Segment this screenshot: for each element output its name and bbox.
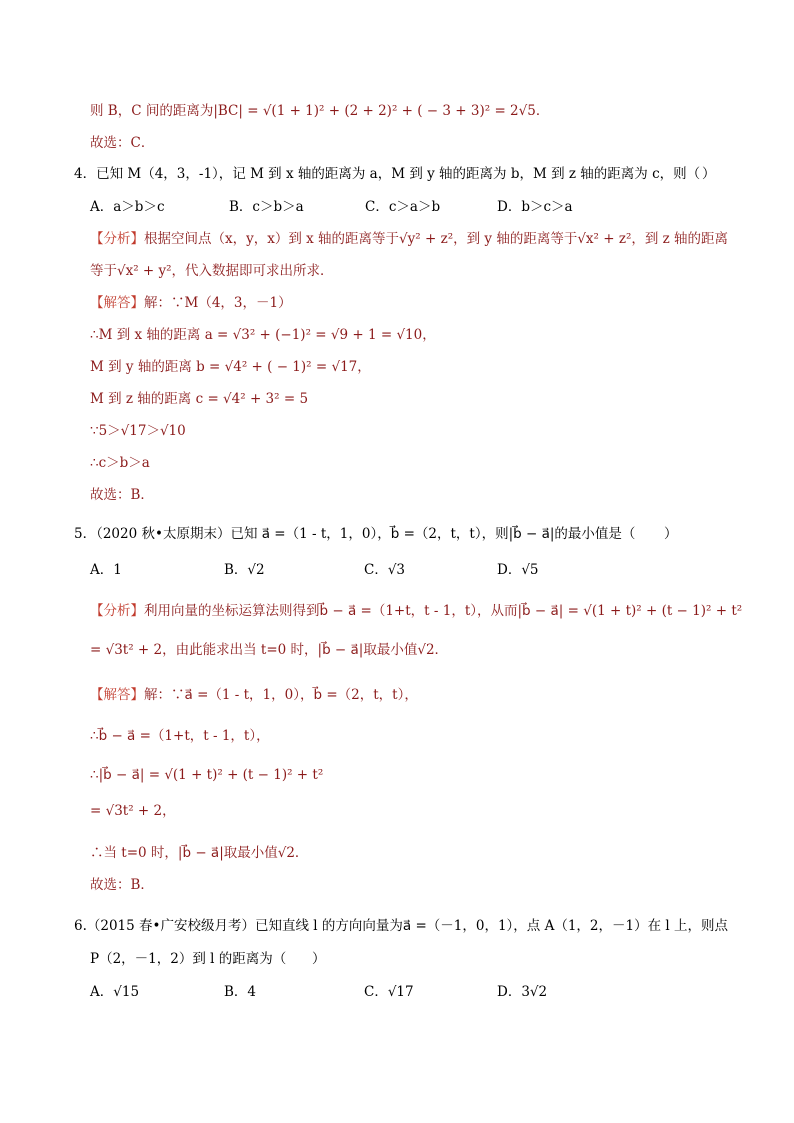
q5-analysis-tag: 【分析】 — [90, 603, 144, 619]
q4-paren-close: ） — [702, 166, 716, 182]
q4-option-d: D．b＞c＞a — [497, 199, 573, 215]
q5-option-d: D．√5 — [497, 562, 539, 578]
prev-answer-choice: 故选：C． — [90, 135, 155, 151]
q5-answer-tag: 【解答】 — [90, 687, 144, 703]
q4-option-a: A．a＞b＞c — [90, 199, 165, 215]
q6-option-d: D．3√2 — [497, 984, 548, 1000]
prev-answer-distance: 则 B，C 间的距离为|BC| = √(1 + 1)² + (2 + 2)² + ( − 3 + 3)² = 2√5． — [90, 103, 550, 119]
q4-answer-tag: 【解答】 — [90, 295, 144, 311]
q4-analysis-line1 — [90, 229, 728, 249]
q5-answer-intro-line — [90, 685, 418, 705]
q4-answer-intro: 解：∵M（4，3，－1） — [144, 295, 292, 311]
q4-step-4: ∵5＞√17＞√10 — [90, 423, 186, 439]
q4-analysis-line2: 等于√x² + y²，代入数据即可求出所求． — [90, 263, 334, 279]
q6-option-c: C．√17 — [364, 984, 414, 1000]
q6-paren-close: ） — [312, 951, 326, 967]
q6-option-b: B．4 — [224, 984, 257, 1000]
q4-stem: 4．已知 M（4，3，-1），记 M 到 x 轴的距离为 a，M 到 y 轴的距离为 b，M 到 z 轴的距离为 c，则（ — [74, 166, 701, 182]
q5-step-4: ∴当 t=0 时，|b⃗ − a⃗|取最小值√2． — [90, 845, 309, 861]
q4-step-3: M 到 z 轴的距离 c = √4² + 3² = 5 — [90, 391, 309, 407]
q5-option-a: A．1 — [90, 562, 122, 578]
q5-step-1: ∴b⃗ − a⃗ =（1+t，t - 1，t）， — [90, 728, 270, 744]
q6-stem-line2: P（2，－1，2）到 l 的距离为（ — [90, 951, 287, 967]
q4-option-b: B．c＞b＞a — [229, 199, 304, 215]
q5-option-c: C．√3 — [364, 562, 406, 578]
q5-analysis-text1: 利用向量的坐标运算法则得到b⃗ − a⃗ =（1+t，t - 1，t），从而|b⃗ − a⃗| = √(1 + t)² + (t − 1)² + t² — [144, 603, 743, 619]
q5-answer-intro: 解：∵a⃗ =（1 - t，1，0），b⃗ =（2，t，t）， — [144, 687, 418, 703]
q6-stem-line1: 6.（2015 春•广安校级月考）已知直线 l 的方向向量为a⃗ =（－1，0，1），点 A（1，2，－1）在 l 上，则点 — [74, 918, 728, 934]
q4-answer-intro-line — [90, 293, 292, 313]
q4-step-1: ∴M 到 x 轴的距离 a = √3² + (−1)² = √9 + 1 = √10， — [90, 327, 436, 343]
q4-analysis-tag: 【分析】 — [90, 231, 144, 247]
q6-option-a: A．√15 — [90, 984, 140, 1000]
q4-option-c: C．c＞a＞b — [365, 199, 441, 215]
q5-option-b: B．√2 — [224, 562, 265, 578]
q5-stem: 5．（2020 秋•太原期末）已知 a⃗ =（1 - t，1，0），b⃗ =（2，t，t），则|b⃗ − a⃗|的最小值是（ — [74, 526, 636, 542]
q4-step-2: M 到 y 轴的距离 b = √4² + ( − 1)² = √17， — [90, 359, 371, 375]
q5-step-2: ∴|b⃗ − a⃗| = √(1 + t)² + (t − 1)² + t² — [90, 767, 324, 783]
q4-analysis-text1: 根据空间点（x，y，x）到 x 轴的距离等于√y² + z²，到 y 轴的距离等于√x² + z²，到 z 轴的距离 — [144, 231, 729, 247]
q4-final-choice: 故选：B． — [90, 487, 154, 503]
q5-step-3: = √3t² + 2， — [90, 803, 176, 819]
q5-analysis-line2: = √3t² + 2，由此能求出当 t=0 时，|b⃗ − a⃗|取最小值√2． — [90, 642, 449, 658]
q5-analysis-line1 — [90, 601, 742, 621]
q5-final-choice: 故选：B． — [90, 877, 154, 893]
q4-step-5: ∴c＞b＞a — [90, 455, 150, 471]
q5-paren-close: ） — [664, 526, 678, 542]
